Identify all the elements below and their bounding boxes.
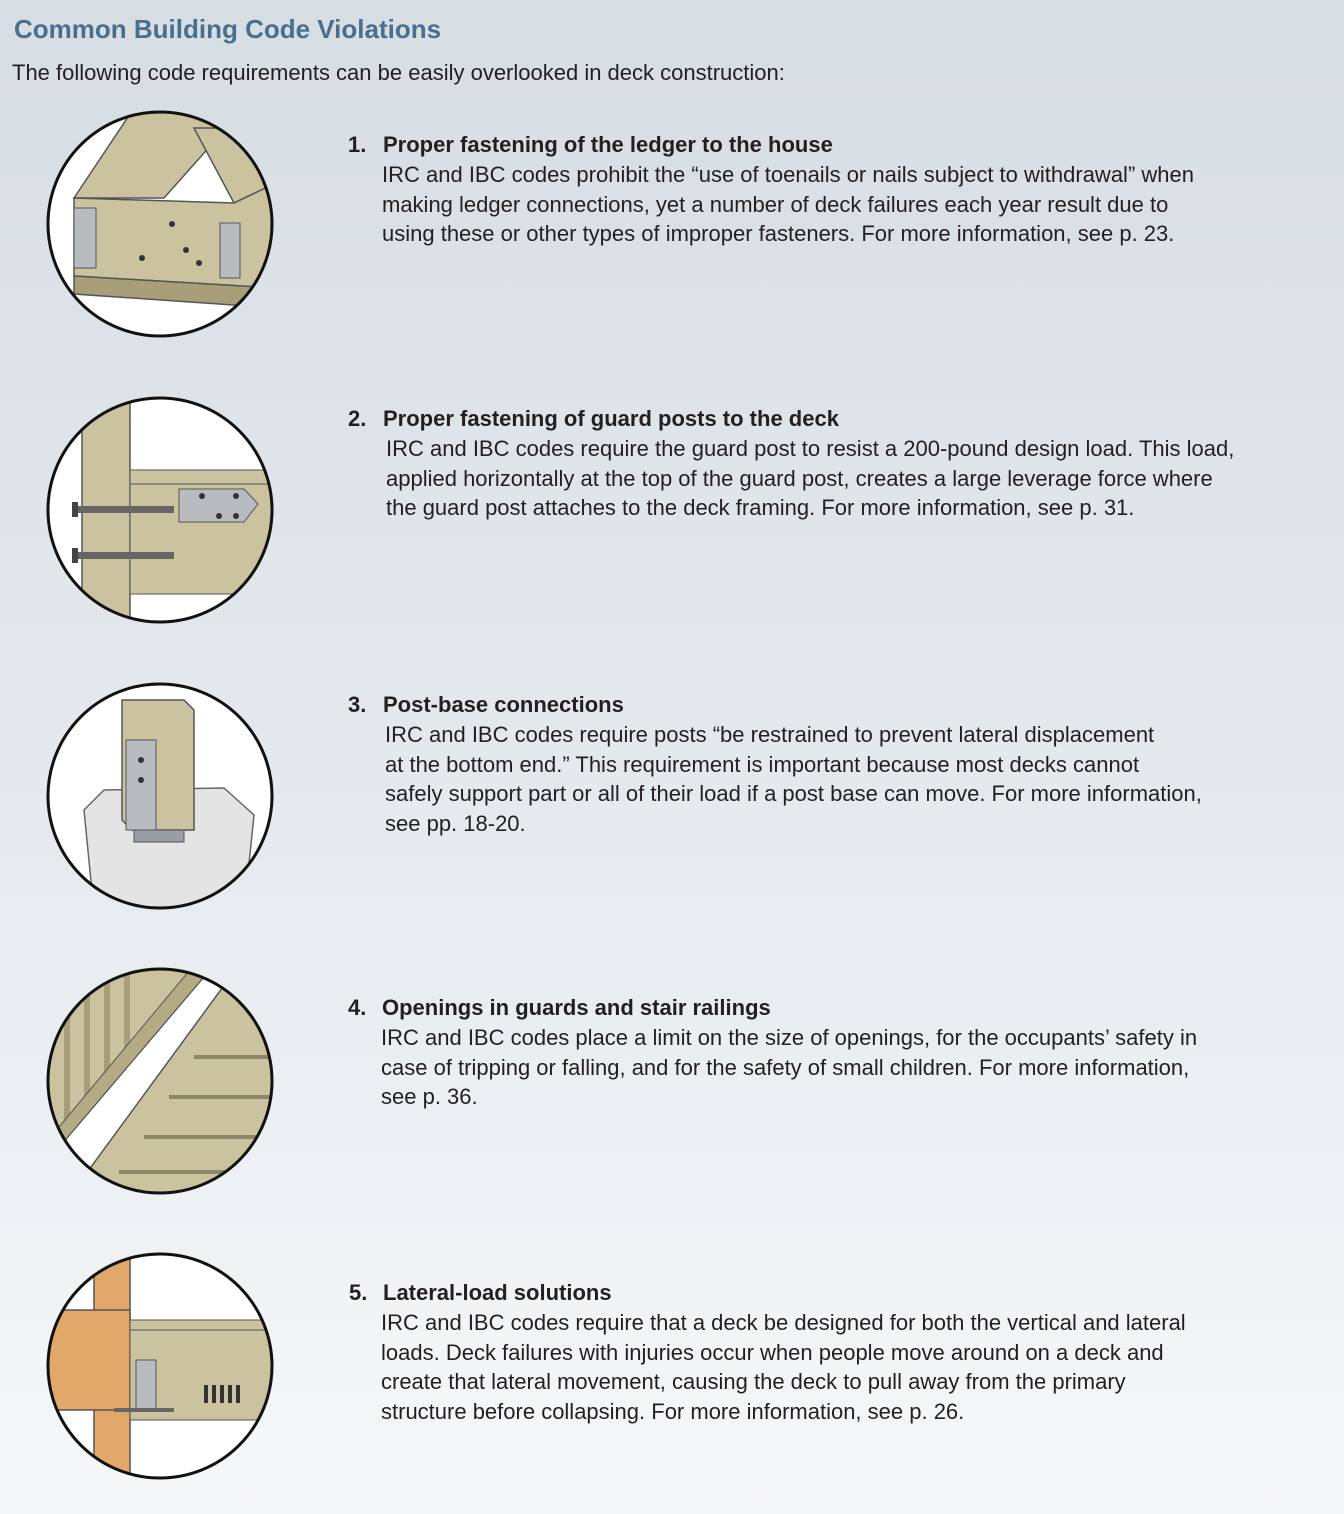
description-line: at the bottom end.” This requirement is important because most decks cannot <box>385 751 1140 777</box>
guard-post-bolts-illustration <box>44 394 276 626</box>
stair-railing-illustration <box>44 965 276 1197</box>
intro-text: The following code requirements can be easily overlooked in deck construction: <box>12 60 785 85</box>
description-line: structure before collapsing. For more information, see p. 26. <box>381 1398 965 1424</box>
item-number: 1. <box>348 132 367 157</box>
description-line: making ledger connections, yet a number of deck failures each year result due to <box>382 191 1169 217</box>
description-line: IRC and IBC codes require that a deck be designed for both the vertical and lateral <box>381 1310 1186 1335</box>
item-number: 3. <box>348 692 367 717</box>
ledger-hanger-illustration <box>44 108 276 340</box>
item-heading: Proper fastening of the ledger to the house <box>383 132 833 157</box>
item-description <box>385 720 1305 838</box>
item-description <box>382 160 1302 249</box>
item-description <box>381 1023 1301 1112</box>
lateral-load-illustration <box>44 1250 276 1482</box>
description-line: see p. 36. <box>381 1084 478 1109</box>
description-line: IRC and IBC codes prohibit the “use of toenails or nails subject to withdrawal” when <box>382 162 1194 187</box>
item-heading: Openings in guards and stair railings <box>382 995 771 1020</box>
item-number: 4. <box>348 995 367 1020</box>
item-heading: Post-base connections <box>383 692 624 717</box>
item-number: 2. <box>348 406 367 431</box>
item-description <box>386 434 1306 523</box>
post-base-illustration <box>44 680 276 912</box>
description-line: create that lateral movement, causing the deck to pull away from the primary <box>381 1369 1126 1394</box>
page-title: Common Building Code Violations <box>14 14 442 44</box>
description-line: IRC and IBC codes place a limit on the size of openings, for the occupants’ safety in <box>381 1025 1198 1050</box>
item-heading: Lateral-load solutions <box>383 1280 612 1305</box>
description-line: safely support part or all of their load if a post base can move. For more information, <box>385 781 1202 806</box>
description-line: case of tripping or falling, and for the safety of small children. For more information, <box>381 1054 1190 1080</box>
item-number: 5. <box>349 1280 368 1305</box>
description-line: using these or other types of improper fasteners. For more information, see p. 23. <box>382 221 1175 246</box>
description-line: IRC and IBC codes require the guard post to resist a 200-pound design load. This load, <box>386 436 1235 461</box>
description-line: loads. Deck failures with injuries occur when people move around on a deck and <box>381 1339 1164 1365</box>
description-line: the guard post attaches to the deck framing. For more information, see p. 31. <box>386 495 1135 520</box>
description-line: see pp. 18-20. <box>385 810 526 836</box>
item-heading: Proper fastening of guard posts to the deck <box>383 406 839 431</box>
description-line: IRC and IBC codes require posts “be restrained to prevent lateral displacement <box>385 722 1155 747</box>
item-description <box>381 1308 1301 1426</box>
description-line: applied horizontally at the top of the guard post, creates a large leverage force where <box>386 465 1213 491</box>
